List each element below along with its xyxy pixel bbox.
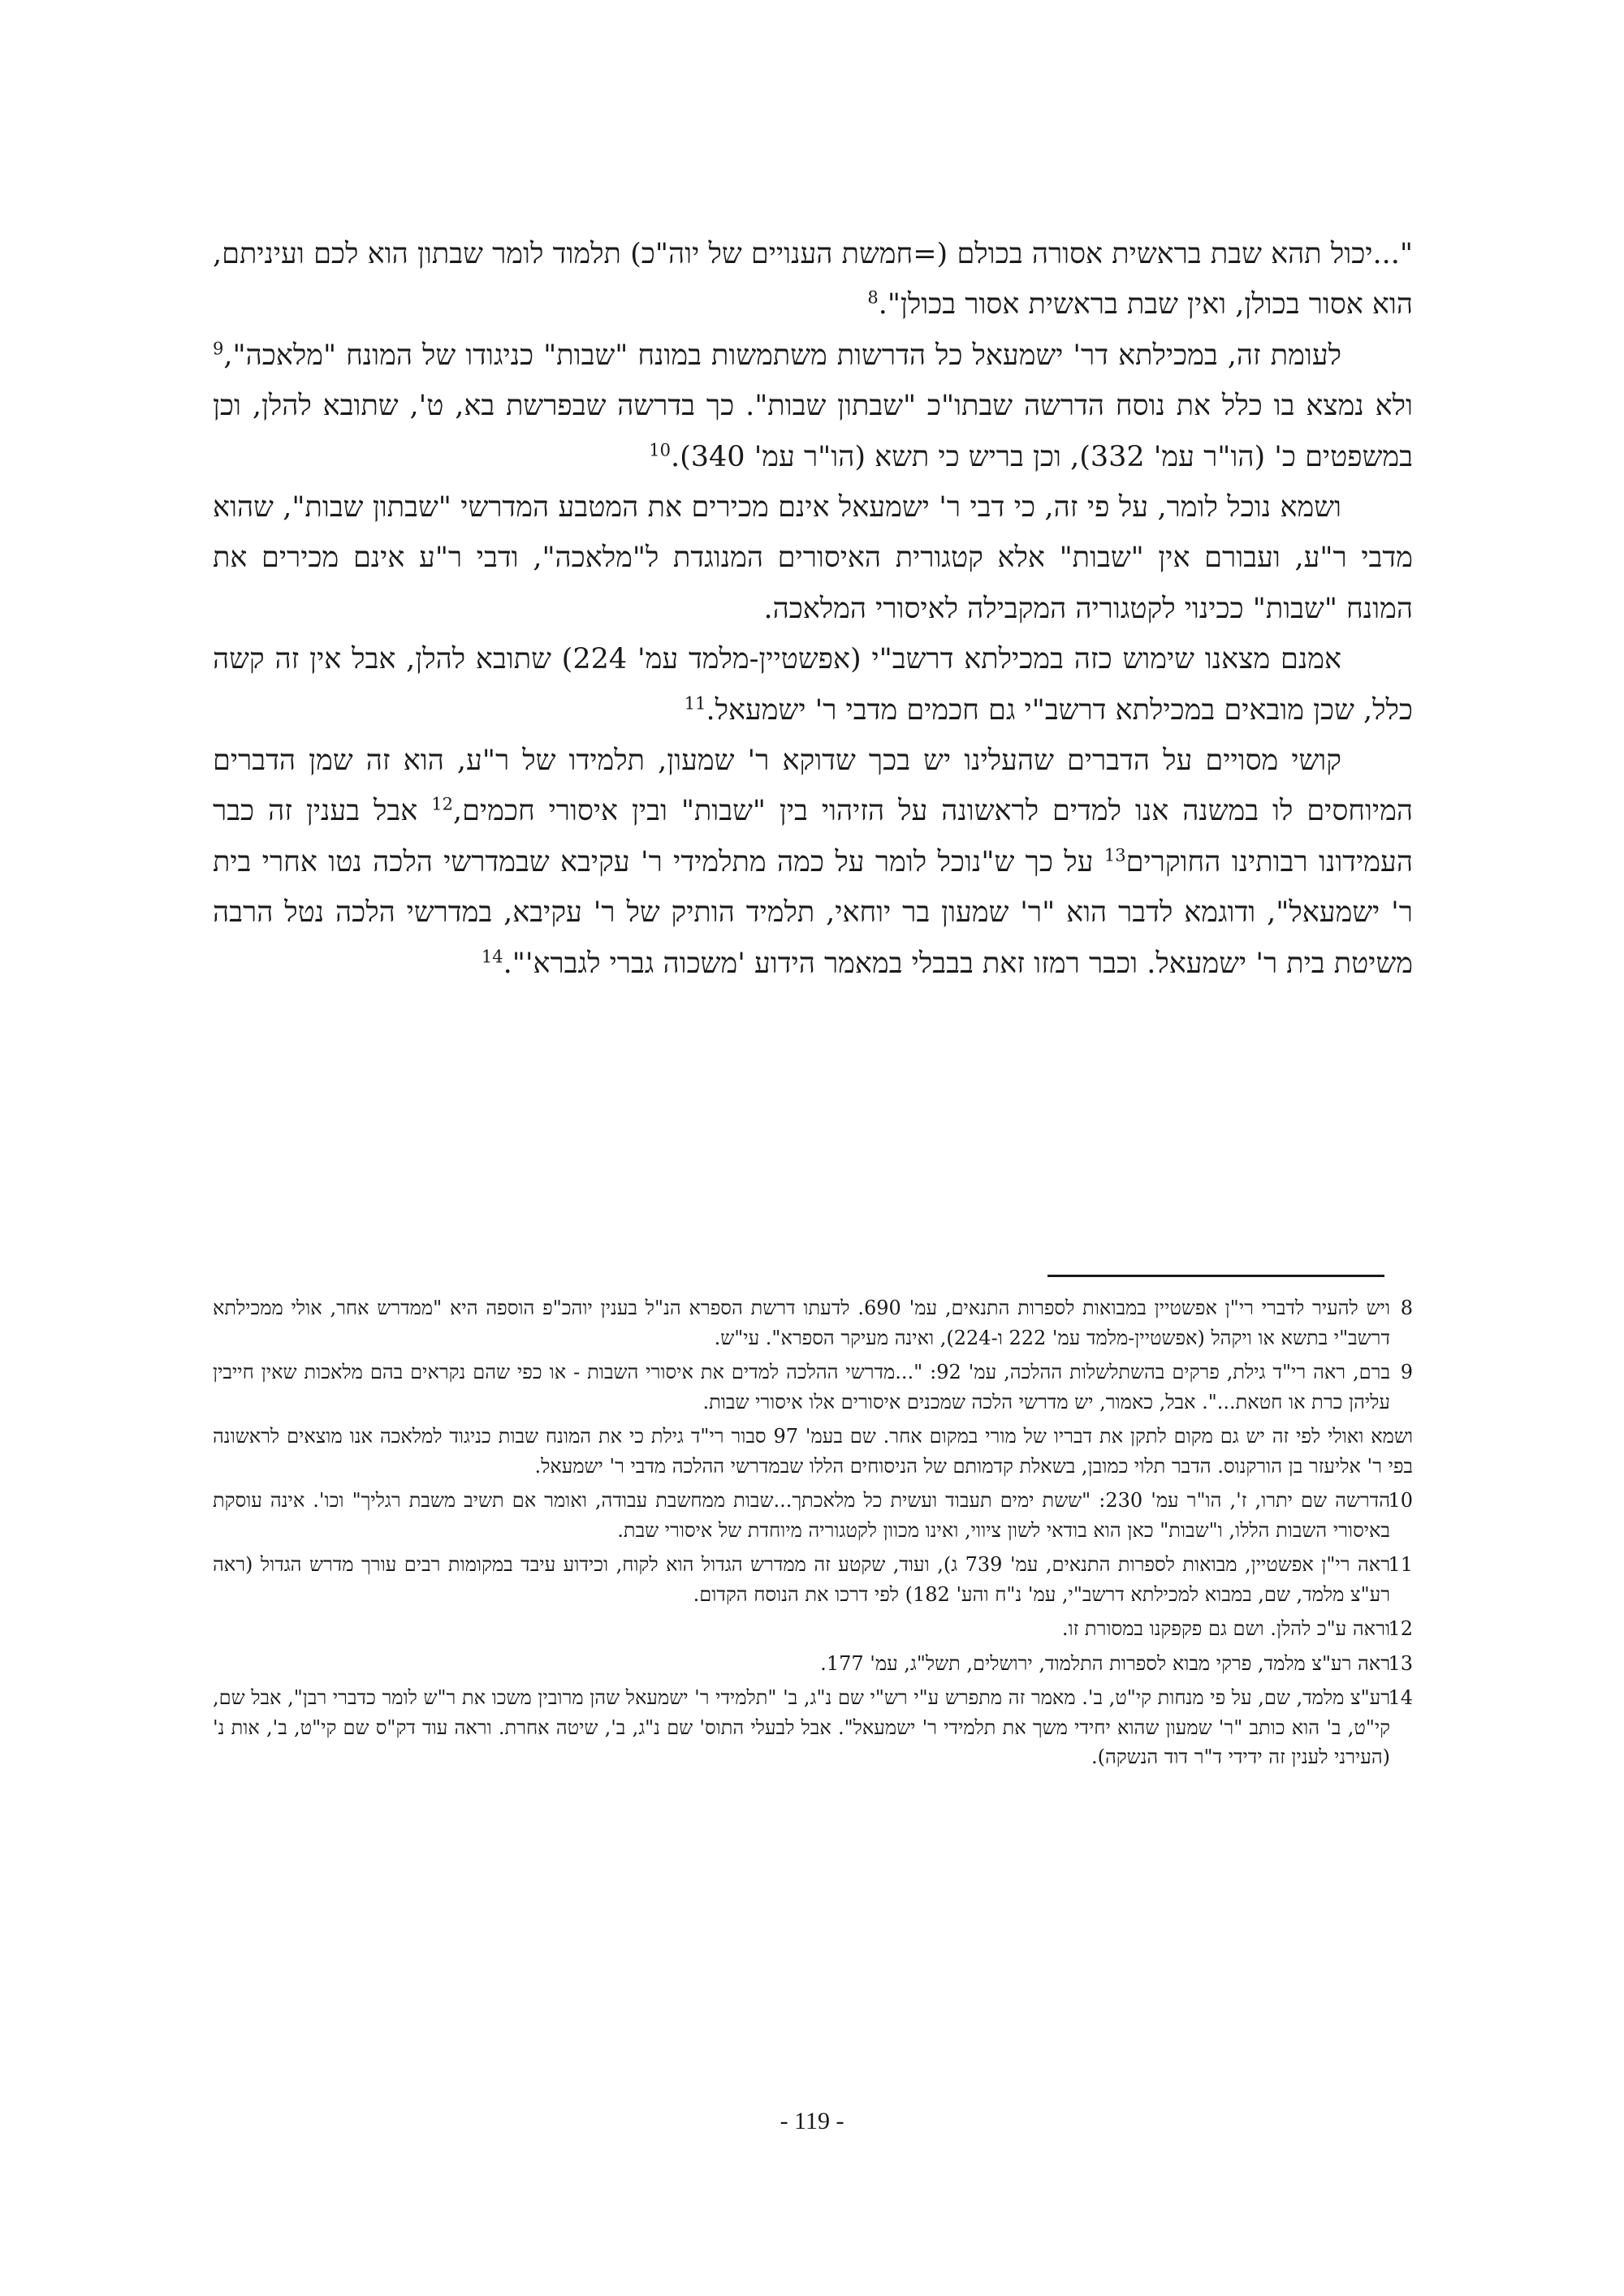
footnote-ref: 14 bbox=[481, 947, 503, 967]
footnote-9 bbox=[213, 1357, 1413, 1417]
footnote-ref: 13 bbox=[1104, 845, 1126, 865]
footnote-text: ברם, ראה רי"ד גילת, פרקים בהשתלשלות ההלכה, עמ' 92: "...מדרשי ההלכה למדים את איסורי השבות - או כפי שהם נקראים בהם מלאכות שאין חייבין עליהן כרת או חטאת...". אבל, כאמור, יש מדרשי הלכה שמכנים איסורים אלו איסורי שבות. bbox=[213, 1361, 1391, 1413]
paragraph-text: "...יכול תהא שבת בראשית אסורה בכולם (=חמשת הענויים של יוה"כ) תלמוד לומר שבתון הוא לכם ועיניתם, הוא אסור בכולן, ואין שבת בראשית אסור בכולן". bbox=[213, 238, 1413, 322]
paragraph-text: לעומת זה, במכילתא דר' ישמעאל כל הדרשות משתמשות במונח "שבות" כניגודו של המונח "מלאכה", bbox=[223, 339, 1341, 372]
footnote-number: 8 bbox=[1400, 1297, 1413, 1319]
paragraph-text: ושמא נוכל לומר, על פי זה, כי דבי ר' ישמעאל אינם מכירים את המטבע המדרשי "שבתון שבות", שהוא מדבי ר"ע, ועבורם אין "שבות" אלא קטגורית האיסורים המנוגדת ל"מלאכה", ודבי ר"ע אינם מכירים את המונח "שבות" ככינוי לקטגוריה המקבילה לאיסורי המלאכה. bbox=[213, 491, 1413, 625]
footnote-8 bbox=[213, 1293, 1413, 1353]
footnote-9-continuation bbox=[213, 1422, 1413, 1481]
main-text bbox=[213, 229, 1413, 989]
paragraph-text: אבל בענין זה כבר העמידונו רבותינו החוקרים bbox=[213, 795, 1413, 878]
footnote-10 bbox=[213, 1486, 1413, 1545]
paragraph-text: על כך ש"נוכל לומר על כמה מתלמידי ר' עקיבא שבמדרשי הלכה נטו אחרי בית ר' ישמעאל", ודוגמא לדבר הוא "ר' שמעון בר יוחאי, תלמיד הותיק של ר' עקיבא, במדרשי הלכה נטל הרבה משיטת בית ר' ישמעאל. וכבר רמזו זאת בבבלי במאמר הידוע 'משכוה גברי לגברא'". bbox=[213, 845, 1413, 980]
page-number: - 119 - bbox=[780, 2108, 844, 2134]
footnote-14 bbox=[213, 1683, 1413, 1772]
footnote-number: 12 bbox=[1388, 1617, 1413, 1640]
footnote-ref: 8 bbox=[867, 287, 879, 308]
footnote-ref: 9 bbox=[213, 339, 224, 359]
footnote-text: ראה רע"צ מלמד, פרקי מבוא לספרות התלמוד, ירושלים, תשל"ג, עמ' 177. bbox=[820, 1651, 1390, 1675]
paragraph-difficulty bbox=[213, 736, 1413, 989]
paragraph-text: ולא נמצא בו כלל את נוסח הדרשה שבתו"כ "שבתון שבות". כך בדרשה שבפרשת בא, ט', שתובא להלן, וכן במשפטים כ' (הו"ר עמ' 332), וכן בריש כי תשא (הו"ר עמ' 340). bbox=[213, 390, 1413, 473]
paragraph-mekhilta bbox=[213, 330, 1413, 482]
paragraph-shvut bbox=[213, 482, 1413, 634]
footnote-ref: 12 bbox=[431, 794, 453, 814]
footnote-text: ראה רי"ן אפשטיין, מבואות לספרות התנאים, עמ' 739 ג), ועוד, שקטע זה ממדרש הגדול הוא לקוח, וכידוע עיבד במקומות רבים עורך מדרש הגדול (ראה רע"צ מלמד, שם, במבוא למכילתא דרשב"י, עמ' נ"ח והע' 182) לפי דרכו את הנוסח הקדום. bbox=[213, 1553, 1390, 1606]
footnote-text: וראה ע"כ להלן. ושם גם פקפקנו במסורת זו. bbox=[1061, 1617, 1390, 1640]
footnote-ref: 11 bbox=[684, 693, 706, 713]
footnote-number: 11 bbox=[1388, 1553, 1413, 1576]
footnote-11 bbox=[213, 1550, 1413, 1609]
footnote-text: רע"צ מלמד, שם, על פי מנחות קי"ט, ב'. מאמר זה מתפרש ע"י רש"י שם נ"ג, ב' "תלמידי ר' ישמעאל שהן מרובין משכו את ר"ש לומר כדברי רבן", אבל שם, קי"ט, ב' הוא כותב "ר' שמעון שהוא יחידי משך את תלמידי ר' ישמעאל". אבל לבעלי התוס' שם נ"ג, ב', שיטה אחרת. וראה עוד דק"ס שם קי"ט, ב', אות נ' (העירני לענין זה ידידי ד"ר דוד הנשקה). bbox=[213, 1686, 1391, 1768]
footnote-number: 14 bbox=[1388, 1686, 1413, 1709]
footnote-text: ויש להעיר לדברי רי"ן אפשטיין במבואות לספרות התנאים, עמ' 690. לדעתו דרשת הספרא הנ"ל בענין יוהכ"פ הוספה היא "ממדרש אחר, אולי ממכילתא דרשב"י בתשא או ויקהל (אפשטיין-מלמד עמ' 222 ו-224), ואינה מעיקר הספרא". עי"ש. bbox=[213, 1297, 1390, 1349]
footnote-number: 10 bbox=[1388, 1489, 1413, 1512]
footnote-text: הדרשה שם יתרו, ז', הו"ר עמ' 230: "ששת ימים תעבוד ועשית כל מלאכתך...שבות ממחשבת עבודה, ואומר אם תשיב משבת רגליך" וכו'. אינה עוסקת באיסורי השבות הללו, ו"שבות" כאן הוא בודאי לשון ציווי, ואינו מכוון לקטגוריה מיוחדת של איסורי שבת. bbox=[213, 1489, 1390, 1542]
paragraph-text: אמנם מצאנו שימוש כזה במכילתא דרשב"י (אפשטיין-מלמד עמ' 224) שתובא להלן, אבל אין זה קשה כלל, שכן מובאים במכילתא דרשב"י גם חכמים מדבי ר' ישמעאל. bbox=[213, 643, 1413, 727]
footnote-13 bbox=[213, 1649, 1413, 1679]
footnote-number: 13 bbox=[1388, 1651, 1413, 1675]
footnotes bbox=[213, 1293, 1413, 1777]
footnote-separator bbox=[1047, 1275, 1384, 1277]
paragraph-rashbi bbox=[213, 634, 1413, 736]
footnote-ref: 10 bbox=[649, 439, 671, 460]
paragraph-quote bbox=[213, 229, 1413, 330]
footnote-number: 9 bbox=[1400, 1361, 1413, 1383]
paragraph-text: קושי מסויים על הדברים שהעלינו יש בכך שדוקא ר' שמעון, תלמידו של ר"ע, הוא זה שמן הדברים המיוחסים לו במשנה אנו למדים לראשונה על הזיהוי בין "שבות" ובין איסורי חכמים, bbox=[213, 744, 1413, 828]
footnote-12 bbox=[213, 1614, 1413, 1644]
footnote-text: ושמא ואולי לפי זה יש גם מקום לתקן את דבריו של מורי במקום אחר. שם בעמ' 97 סבור רי"ד גילת כי את המונח שבות כניגוד למלאכה אנו מוצאים לראשונה בפי ר' אליעזר בן הורקנוס. הדבר תלוי כמובן, בשאלת קדמותם של הניסוחים הללו שבמדרשי ההלכה מדבי ר' ישמעאל. bbox=[213, 1425, 1413, 1478]
